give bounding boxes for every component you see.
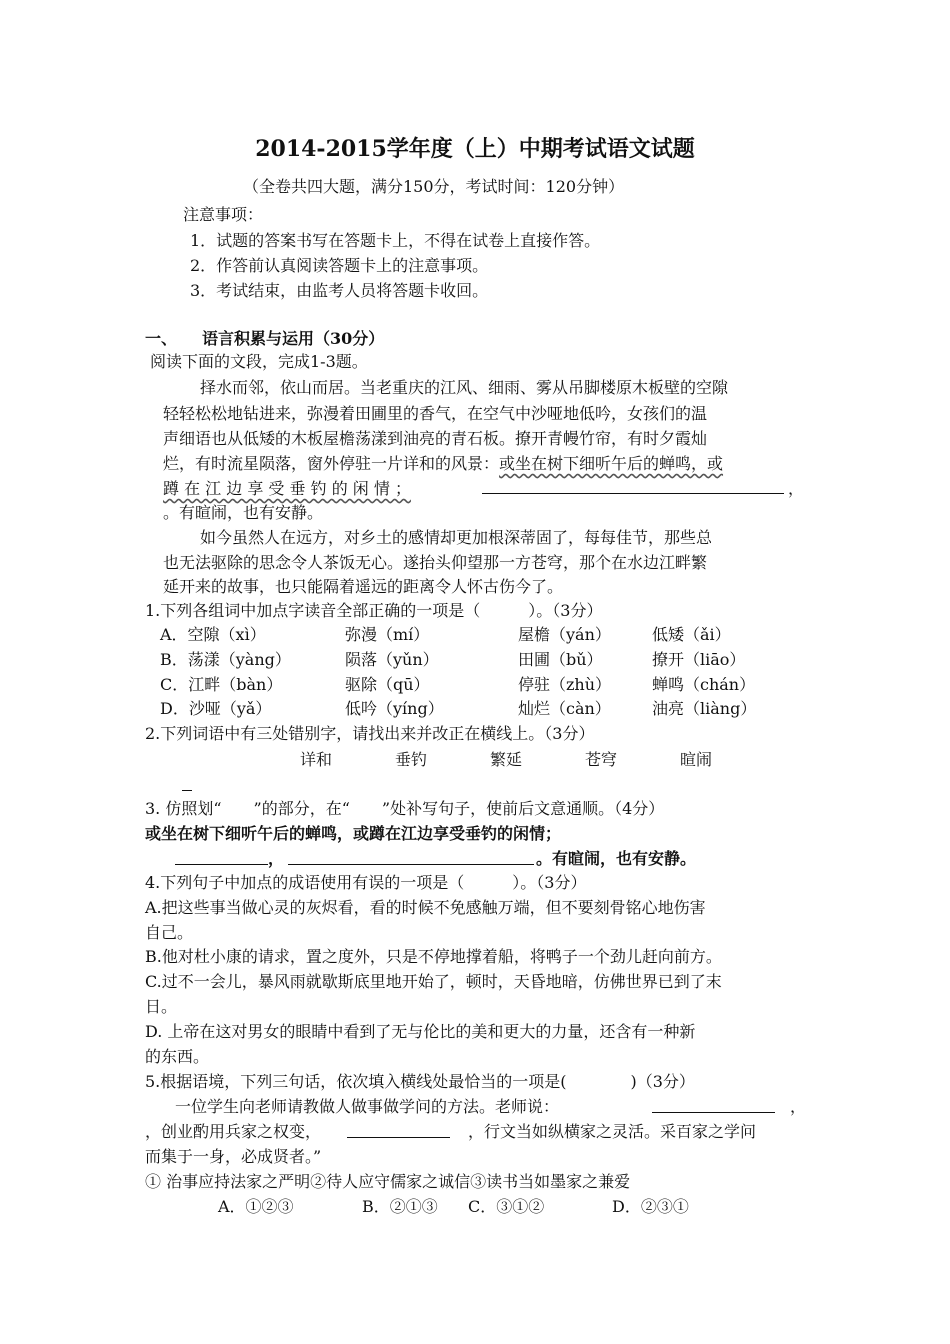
q1-option-a-2: 弥漫（mí） [345, 625, 430, 644]
answer-blank[interactable] [482, 477, 784, 494]
q5-comma: ， [790, 1097, 807, 1116]
q5-option-b: B．②①③ [362, 1197, 438, 1216]
model-sentence-part: 蹲 在 江 边 享 受 垂 钓 的 闲 情 ； [163, 479, 411, 498]
question-2-stem: 2.下列词语中有三处错别字，请找出来并改正在横线上。（3分） [145, 724, 595, 743]
q4-option-a: A.把这些事当做心灵的灰烬看，看的时候不免感触万端，但不要刻骨铭心地伤害 [145, 898, 706, 917]
exam-title: 2014-2015学年度（上）中期考试语文试题 [255, 136, 695, 162]
exam-subtitle: （全卷共四大题，满分150分，考试时间：120分钟） [243, 177, 625, 196]
q1-option-a-1: A．空隙（xì） [160, 625, 266, 644]
q1-option-c-2: 驱除（qū） [345, 675, 430, 694]
q2-word: 垂钓 [395, 750, 428, 769]
q5-context: ，行文当如纵横家之灵活。采百家之学问 [468, 1122, 757, 1141]
q3-model-sentence: 或坐在树下细听午后的蝉鸣，或蹲在江边享受垂钓的闲情； [145, 824, 562, 843]
passage-line: 轻轻松松地钻进来，弥漫着田圃里的香气，在空气中沙哑地低吟，女孩们的温 [163, 404, 708, 423]
q1-option-c-4: 蝉鸣（chán） [652, 675, 756, 694]
section-heading: 语言积累与运用（30分） [202, 329, 385, 348]
q1-option-d-3: 灿烂（càn） [518, 699, 611, 718]
q4-option-b: B.他对杜小康的请求，置之度外，只是不停地撑着船，将鸭子一个劲儿赶向前方。 [145, 947, 722, 966]
q1-option-c-1: C．江畔（bàn） [160, 675, 283, 694]
q1-option-c-3: 停驻（zhù） [518, 675, 612, 694]
section-number: 一、 [145, 329, 178, 348]
q3-ending: 。有暄闹，也有安静。 [536, 849, 697, 868]
q4-option-d: D. 上帝在这对男女的眼睛中看到了无与伦比的美和更大的力量，还含有一种新 [145, 1022, 696, 1041]
q4-option-a-cont: 自己。 [145, 923, 194, 942]
passage-comma: ， [788, 479, 805, 498]
q2-word: 详和 [300, 750, 333, 769]
notice-item: 2．作答前认真阅读答题卡上的注意事项。 [190, 256, 489, 275]
q5-option-c: C．③①② [468, 1197, 545, 1216]
q2-word: 繁延 [490, 750, 523, 769]
passage-line [163, 478, 411, 500]
q5-context: ，创业酌用兵家之权变， [145, 1122, 322, 1141]
q2-answer-blank[interactable] [182, 774, 192, 791]
q5-context: 而集于一身，必成贤者。” [145, 1147, 322, 1166]
passage-line: 。有暄闹，也有安静。 [163, 503, 324, 522]
q5-choices: ① 治事应持法家之严明②待人应守儒家之诚信③读书当如墨家之兼爱 [145, 1172, 631, 1191]
q1-option-b-3: 田圃（bǔ） [518, 650, 603, 669]
q4-option-c-cont: 日。 [145, 997, 178, 1016]
q5-context: 一位学生向老师请教做人做事做学问的方法。老师说： [175, 1097, 560, 1116]
q3-comma: ， [268, 849, 285, 868]
q4-option-d-cont: 的东西。 [145, 1047, 210, 1066]
q5-blank-1[interactable] [652, 1096, 775, 1113]
question-1-stem: 1.下列各组词中加点字读音全部正确的一项是（ ）。（3分） [145, 601, 603, 620]
passage-line: 择水而邻，依山而居。当老重庆的江风、细雨、雾从吊脚楼原木板壁的空隙 [200, 378, 729, 397]
passage-line: 延开来的故事，也只能隔着遥远的距离令人怀古伤今了。 [163, 577, 564, 596]
q1-option-d-1: D．沙哑（yǎ） [160, 699, 272, 718]
q3-answer-blank-1[interactable] [175, 848, 268, 865]
q5-option-a: A．①②③ [218, 1197, 294, 1216]
reading-intro: 阅读下面的文段，完成1-3题。 [150, 352, 368, 371]
passage-text: 烂，有时流星陨落，窗外停驻一片详和的风景： [163, 454, 500, 473]
q1-option-b-4: 撩开（liāo） [652, 650, 746, 669]
q2-word: 暄闹 [680, 750, 713, 769]
q5-blank-2[interactable] [347, 1121, 450, 1138]
passage-line: 也无法驱除的思念令人茶饭无心。遂抬头仰望那一方苍穹，那个在水边江畔繁 [163, 553, 708, 572]
q5-option-d: D．②③① [612, 1197, 689, 1216]
question-3-stem: 3. 仿照划“ ”的部分，在“ ”处补写句子，使前后文意通顺。（4分） [145, 799, 665, 818]
question-4-stem: 4.下列句子中加点的成语使用有误的一项是（ ）。（3分） [145, 873, 587, 892]
question-5-stem: 5.根据语境，下列三句话，依次填入横线处最恰当的一项是( )（3分） [145, 1072, 695, 1091]
q1-option-b-1: B．荡漾（yàng） [160, 650, 291, 669]
notice-item: 1．试题的答案书写在答题卡上，不得在试卷上直接作答。 [190, 231, 601, 250]
q4-option-c: C.过不一会儿，暴风雨就歇斯底里地开始了，顿时，天昏地暗，仿佛世界已到了末 [145, 972, 722, 991]
q1-option-d-4: 油亮（liàng） [652, 699, 757, 718]
q3-answer-blank-2[interactable] [288, 848, 534, 865]
passage-line [163, 453, 723, 475]
q2-word: 苍穹 [585, 750, 618, 769]
passage-line: 声细语也从低矮的木板屋檐荡漾到油亮的青石板。撩开青幔竹帘，有时夕霞灿 [163, 429, 708, 448]
q1-option-a-4: 低矮（ǎi） [652, 625, 731, 644]
notice-item: 3．考试结束，由监考人员将答题卡收回。 [190, 281, 489, 300]
model-sentence-part: 或坐在树下细听午后的蝉鸣，或 [499, 454, 724, 473]
q1-option-a-3: 屋檐（yán） [518, 625, 611, 644]
passage-line: 如今虽然人在远方，对乡土的感情却更加根深蒂固了，每每佳节，那些总 [200, 528, 713, 547]
q1-option-d-2: 低吟（yíng） [345, 699, 444, 718]
q1-option-b-2: 陨落（yǔn） [345, 650, 439, 669]
notice-heading: 注意事项： [183, 205, 264, 224]
